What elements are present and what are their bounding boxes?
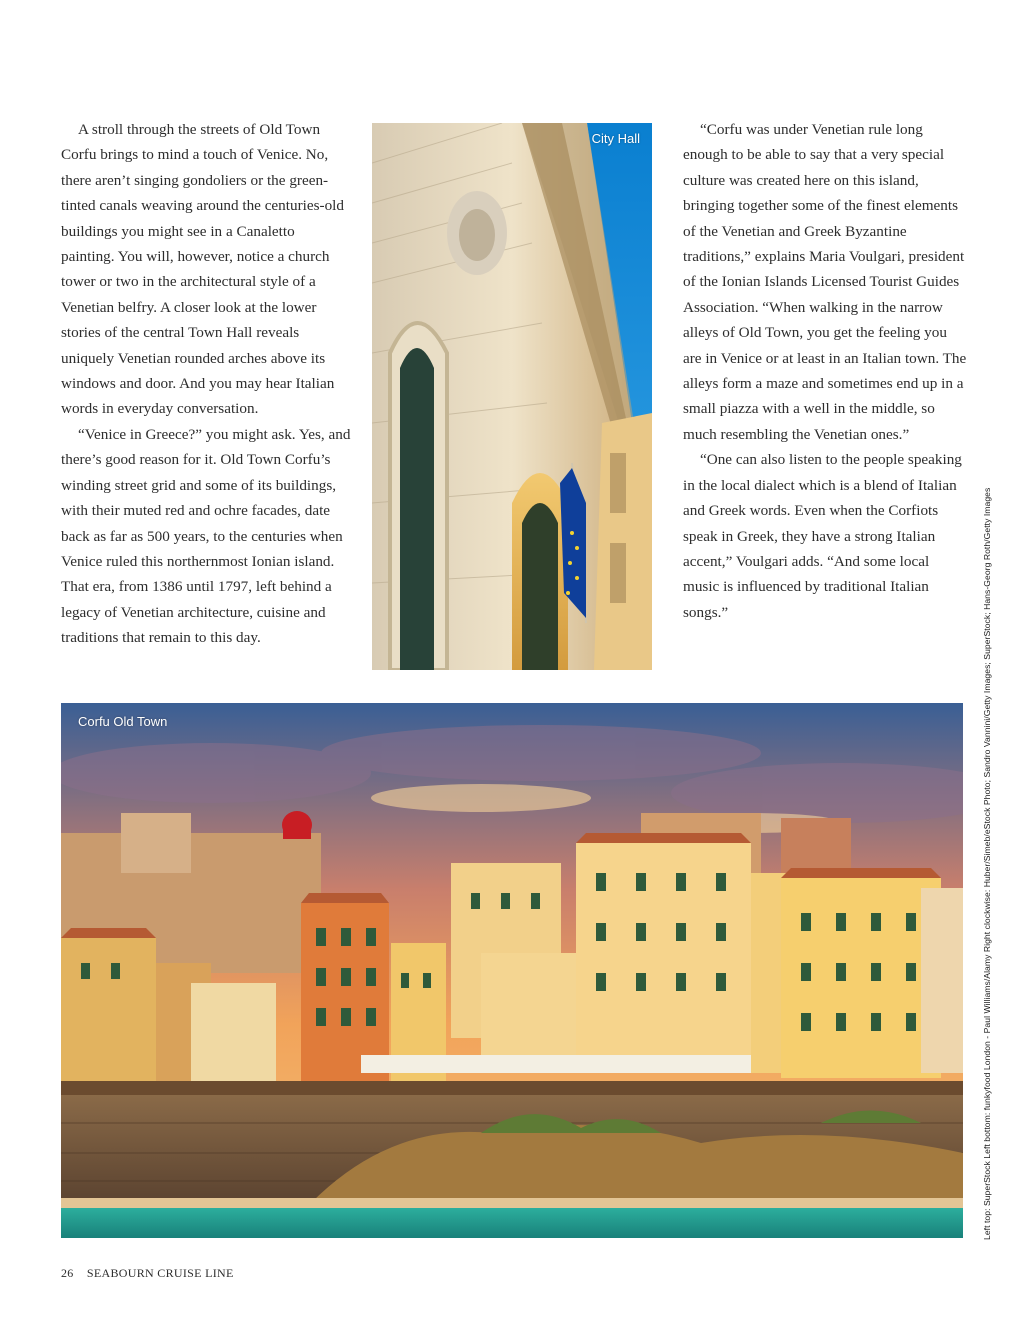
- paragraph: “Venice in Greece?” you might ask. Yes, and there’s good reason for it. Old Town Corfu’s winding street grid and some of its buildings, with their muted red and ochre facades, date back as far as 500 years, to the centuries when Venice ruled this northernmost Ionian island. That era, from 1386 until 1797, left behind a legacy of Venetian architecture, cuisine and traditions that remain to this day.: [61, 425, 351, 647]
- article-column-left: [61, 117, 351, 651]
- city-hall-photo: [372, 123, 652, 670]
- paragraph: A stroll through the streets of Old Town Corfu brings to mind a touch of Venice. No, there aren’t singing gondoliers or the green-tinted canals weaving around the centuries-old buildings you might see in a Canaletto painting. You will, however, notice a church tower or two in the architectural style of a Venetian belfry. A closer look at the lower stories of the central Town Hall reveals uniquely Venetian rounded arches above its windows and door. And you may hear Italian words in everyday conversation.: [61, 121, 344, 418]
- page-footer: [61, 1266, 244, 1281]
- page-number: 26: [61, 1266, 74, 1280]
- publication-name: SEABOURN CRUISE LINE: [86, 1266, 234, 1280]
- old-town-illustration: [61, 703, 963, 1238]
- article-column-right: [683, 117, 968, 625]
- photo-credits: Left top: SuperStock Left bottom: funkyfood London - Paul Williams/Alamy Right clockwise: Huber/Simeb/eStock Photo; Sandro Vannini/Getty Images; SuperStock; Hans-Georg Roth/Getty Images: [982, 487, 992, 1240]
- paragraph: “One can also listen to the people speaking in the local dialect which is a blend of Italian and Greek words. Even when the Corfiots speak in Greek, they have a strong Italian accent,” Voulgari adds. “And some local music is influenced by traditional Italian songs.”: [683, 451, 962, 621]
- photo-caption: City Hall: [591, 131, 640, 146]
- photo-caption: Corfu Old Town: [78, 714, 168, 729]
- old-town-photo: [61, 703, 963, 1238]
- paragraph: “Corfu was under Venetian rule long enough to be able to say that a very special culture was created here on this island, bringing together some of the finest elements of the Venetian and Greek Byzantine traditions,” explains Maria Voulgari, president of the Ionian Islands Licensed Tourist Guides Association. “When walking in the narrow alleys of Old Town, you get the feeling you are in Venice or at least in an Italian town. The alleys form a maze and sometimes end up in a small piazza with a well in the middle, so much resembling the Venetian ones.”: [683, 121, 967, 443]
- city-hall-illustration: [372, 123, 652, 670]
